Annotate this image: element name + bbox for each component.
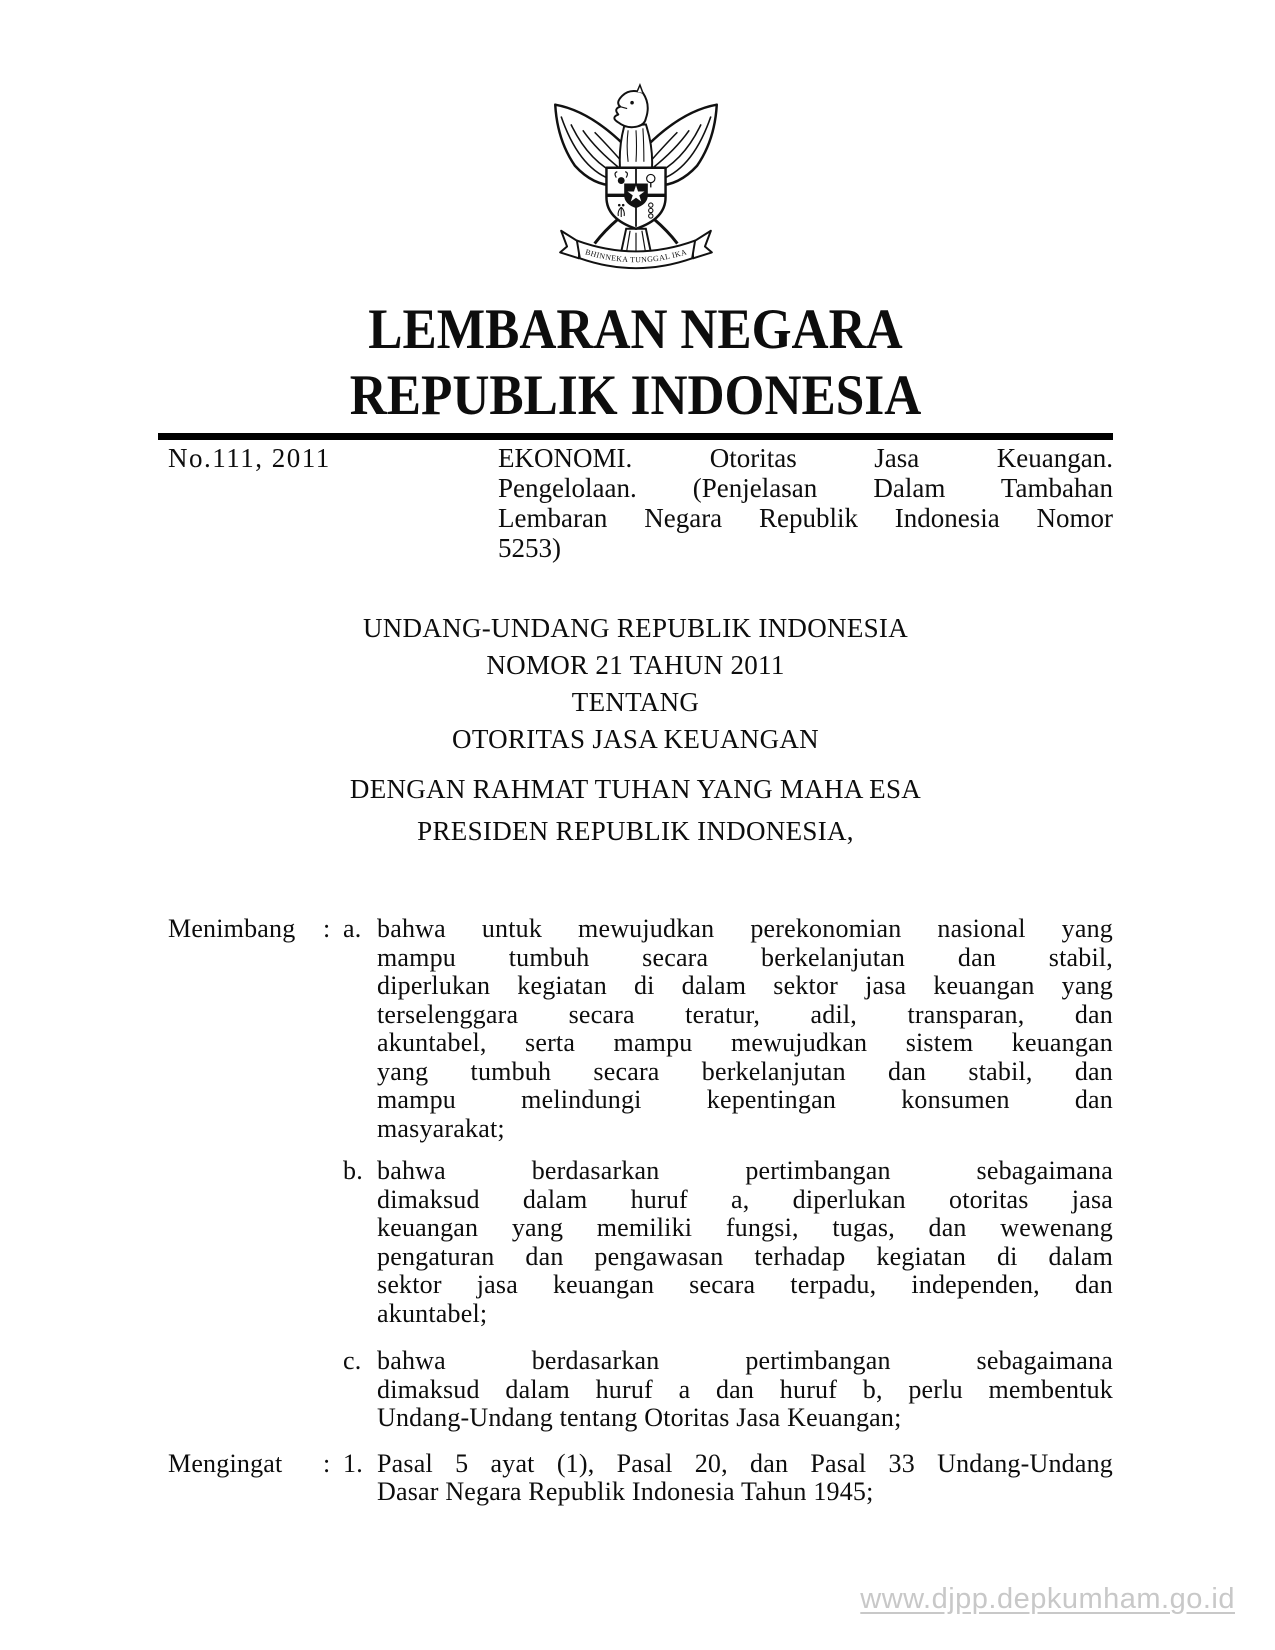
clause-label-empty [168,1347,323,1433]
doc-line: bahwa berdasarkan pertimbangan sebagaimana [377,1156,1113,1185]
doc-line: bahwa untuk mewujudkan perekonomian nasional yang [377,914,1113,943]
doc-line: dimaksud dalam huruf a dan huruf b, perlu membentuk [377,1374,1113,1404]
doc-line: terselenggara secara teratur, adil, transparan, dan [377,999,1113,1029]
clause-label-mengingat: Mengingat [168,1448,283,1478]
clauses-section [158,915,1113,1507]
masthead-title-line1: LEMBARAN NEGARA [368,298,903,361]
clause-marker-b: b. [343,1156,363,1185]
clause-text-c [377,1347,1113,1433]
act-heading-line3: TENTANG [571,687,700,717]
doc-line: Dasar Negara Republik Indonesia Tahun 1945; [377,1477,874,1506]
clause-label-empty [168,1157,323,1328]
act-heading-line4: OTORITAS JASA KEUANGAN [452,724,819,754]
clause-text-1 [377,1450,1113,1507]
doc-line: bahwa berdasarkan pertimbangan sebagaimana [377,1346,1113,1375]
masthead-title [158,297,1113,429]
doc-line: mampu tumbuh secara berkelanjutan dan stabil, [377,942,1113,972]
invocation-line2: PRESIDEN REPUBLIK INDONESIA, [417,816,854,846]
act-heading [158,610,1113,758]
garuda-pancasila-icon [547,83,725,280]
doc-line: dimaksud dalam huruf a, diperlukan otoritas jasa [377,1184,1113,1214]
masthead-info-row [158,443,1113,563]
clause-colon-empty [323,1347,343,1433]
garuda-pancasila-emblem [547,83,725,280]
clause-colon: : [323,914,331,943]
doc-line: Pengelolaan. (Penjelasan Dalam Tambahan [498,473,1113,503]
clause-marker-1: 1. [343,1448,363,1478]
clause-text-b [377,1157,1113,1328]
clause-text-a [377,915,1113,1143]
doc-line: Pasal 5 ayat (1), Pasal 20, dan Pasal 33 Undang-Undang [377,1448,1113,1478]
clause-colon: : [323,1448,331,1478]
doc-line: akuntabel; [377,1298,488,1328]
doc-line: pengaturan dan pengawasan terhadap kegiatan di dalam [377,1241,1113,1271]
issue-number: No.111, 2011 [168,443,331,473]
clause-marker-c: c. [343,1346,362,1375]
doc-line: keuangan yang memiliki fungsi, tugas, dan wewenang [377,1213,1113,1242]
invocation-line1: DENGAN RAHMAT TUHAN YANG MAHA ESA [349,774,922,804]
act-heading-line2: NOMOR 21 TAHUN 2011 [486,650,785,680]
doc-line: diperlukan kegiatan di dalam sektor jasa keuangan yang [377,971,1113,1000]
doc-line: Undang-Undang tentang Otoritas Jasa Keuangan; [377,1403,902,1432]
clause-menimbang-a [158,915,1113,1143]
invocation [158,771,1113,850]
doc-line: yang tumbuh secara berkelanjutan dan stabil, dan [377,1056,1113,1086]
doc-line: 5253) [498,533,561,563]
emblem-motto-text: BHINNEKA TUNGGAL IKA [583,247,688,265]
clause-menimbang-b [158,1157,1113,1328]
act-heading-line1: UNDANG-UNDANG REPUBLIK INDONESIA [362,613,909,643]
clause-marker-a: a. [343,914,362,943]
doc-line: mampu melindungi kepentingan konsumen dan [377,1085,1113,1114]
masthead-title-line2: REPUBLIK INDONESIA [349,364,922,427]
clause-menimbang-c [158,1347,1113,1433]
doc-line: Lembaran Negara Republik Indonesia Nomor [498,503,1113,533]
masthead-divider-rule [158,433,1113,440]
subject-abstract [498,443,1113,563]
doc-line: EKONOMI. Otoritas Jasa Keuangan. [498,443,1113,473]
clause-mengingat-1 [158,1450,1113,1507]
clause-label-menimbang: Menimbang [168,914,296,943]
doc-line: masyarakat; [377,1113,505,1143]
clause-colon-empty [323,1157,343,1328]
doc-line: sektor jasa keuangan secara terpadu, independen, dan [377,1270,1113,1299]
doc-line: akuntabel, serta mampu mewujudkan sistem keuangan [377,1028,1113,1057]
document-content [158,83,1113,1507]
footer-watermark-url: www.djpp.depkumham.go.id [860,1583,1235,1615]
